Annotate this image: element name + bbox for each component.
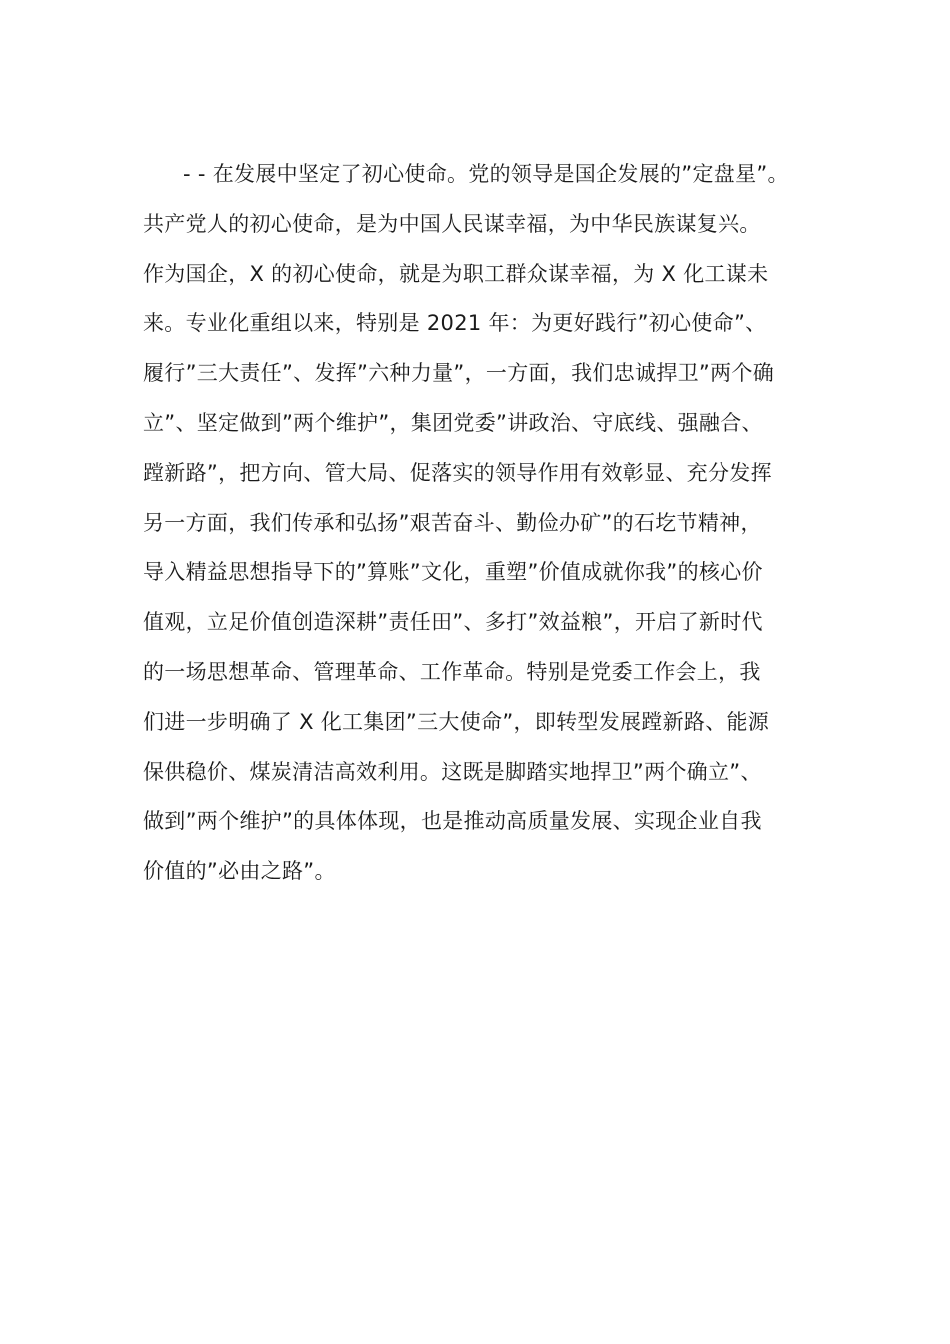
- paragraph-line: - - 在发展中坚定了初心使命。党的领导是国企发展的”定盘星”。: [183, 162, 789, 186]
- paragraph-line: 履行”三大责任”、发挥”六种力量”，一方面，我们忠诚捍卫”两个确: [143, 361, 774, 386]
- paragraph-line: 们进一步明确了 X 化工集团”三大使命”，即转型发展蹚新路、能源: [143, 709, 770, 734]
- paragraph-line: 蹚新路”，把方向、管大局、促落实的领导作用有效彰显、充分发挥: [143, 460, 772, 485]
- paragraph-line: 的一场思想革命、管理革命、工作革命。特别是党委工作会上，我: [143, 659, 761, 684]
- paragraph-line: 来。专业化重组以来，特别是 2021 年：为更好践行”初心使命”、: [143, 311, 767, 336]
- paragraph-line: 做到”两个维护”的具体体现，也是推动高质量发展、实现企业自我: [143, 809, 762, 834]
- paragraph-line: 共产党人的初心使命，是为中国人民谋幸福，为中华民族谋复兴。: [143, 211, 761, 236]
- paragraph-line: 价值的”必由之路”。: [143, 859, 336, 884]
- paragraph-line: 另一方面，我们传承和弘扬”艰苦奋斗、勤俭办矿”的石圪节精神，: [143, 510, 762, 535]
- paragraph-line: 导入精益思想指导下的”算账”文化，重塑”价值成就你我”的核心价: [143, 560, 763, 585]
- paragraph-line: 作为国企，X 的初心使命，就是为职工群众谋幸福，为 X 化工谋未: [143, 261, 769, 286]
- paragraph-line: 立”、坚定做到”两个维护”，集团党委”讲政治、守底线、强融合、: [143, 410, 763, 435]
- body-paragraph: [143, 150, 823, 897]
- paragraph-line: 值观，立足价值创造深耕”责任田”、多打”效益粮”，开启了新时代: [143, 610, 763, 635]
- paragraph-line: 保供稳价、煤炭清洁高效利用。这既是脚踏实地捍卫”两个确立”、: [143, 759, 762, 784]
